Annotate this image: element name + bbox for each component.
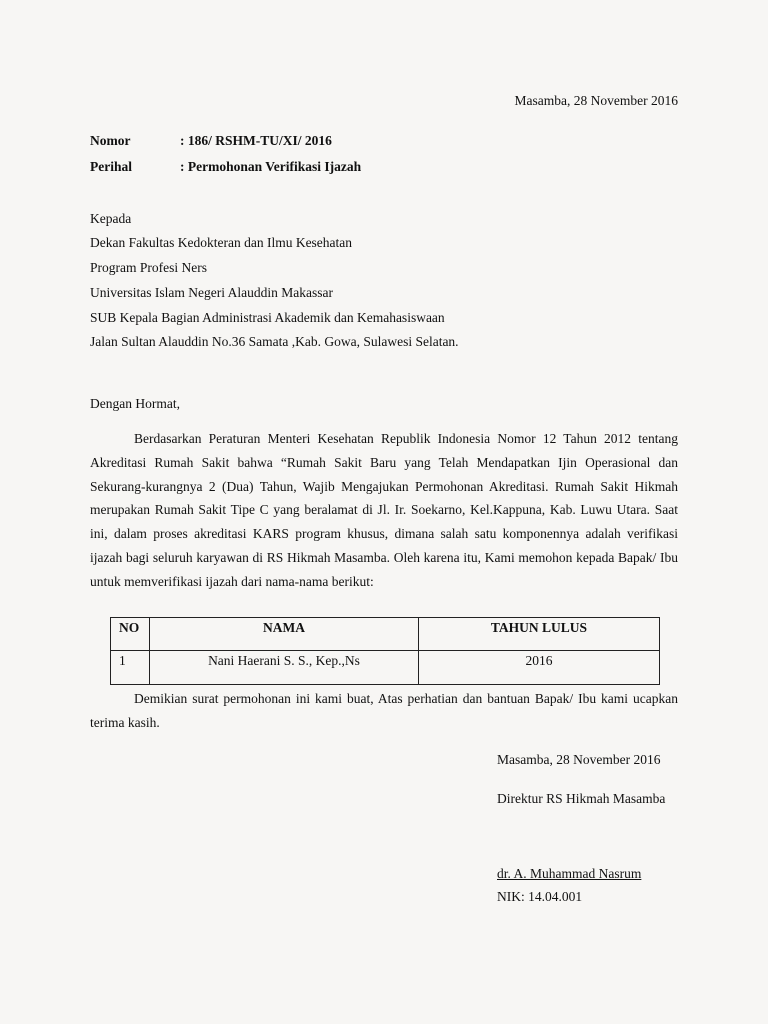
recipient-line: Universitas Islam Negeri Alauddin Makassar xyxy=(90,285,333,300)
signatory-nik: NIK: 14.04.001 xyxy=(497,889,583,904)
nomor-label: Nomor xyxy=(90,133,131,148)
cell-nama: Nani Haerani S. S., Kep.,Ns xyxy=(150,651,419,685)
nomor-value: : 186/ RSHM-TU/XI/ 2016 xyxy=(180,133,332,148)
signatory-name: dr. A. Muhammad Nasrum xyxy=(497,866,642,881)
recipient-line: Jalan Sultan Alauddin No.36 Samata ,Kab. Gowa, Sulawesi Selatan. xyxy=(90,334,459,349)
table-header-row xyxy=(111,618,660,651)
closing-paragraph xyxy=(90,687,678,735)
table-row xyxy=(111,651,660,685)
body-paragraph xyxy=(90,427,678,594)
header-no: NO xyxy=(111,618,150,651)
letter-date: Masamba, 28 November 2016 xyxy=(514,93,678,108)
body-paragraph-text: Berdasarkan Peraturan Menteri Kesehatan Republik Indonesia Nomor 12 Tahun 2012 tentang Akreditasi Rumah Sakit bahwa “Rumah Sakit Baru yang Telah Mendapatkan Ijin Operasional dan Sekurang-kurangnya 2 (Dua) Tahun, Wajib Mengajukan Permohonan Akreditasi. Rumah Sakit Hikmah merupakan Rumah Sakit Tipe C yang beralamat di Jl. Ir. Soekarno, Kel.Kappuna, Kab. Luwu Utara. Saat ini, dalam proses akreditasi KARS program khusus, dimana salah satu komponennya adalah verifikasi ijazah bagi seluruh karyawan di RS Hikmah Masamba. Oleh karena itu, Kami memohon kepada Bapak/ Ibu untuk memverifikasi ijazah dari nama-nama berikut: xyxy=(90,431,678,589)
recipient-line: Dekan Fakultas Kedokteran dan Ilmu Kesehatan xyxy=(90,235,353,250)
header-nama: NAMA xyxy=(150,618,419,651)
cell-tahun-lulus: 2016 xyxy=(419,651,660,685)
closing-paragraph-text: Demikian surat permohonan ini kami buat, Atas perhatian dan bantuan Bapak/ Ibu kami ucapkan terima kasih. xyxy=(90,691,678,730)
graduate-table xyxy=(110,617,660,685)
recipient-line: Kepada xyxy=(90,211,132,226)
cell-no: 1 xyxy=(111,651,150,685)
recipient-line: Program Profesi Ners xyxy=(90,260,207,275)
header-tahun-lulus: TAHUN LULUS xyxy=(419,618,660,651)
signature-position: Direktur RS Hikmah Masamba xyxy=(497,791,666,806)
signature-date: Masamba, 28 November 2016 xyxy=(497,752,661,767)
salutation: Dengan Hormat, xyxy=(90,396,180,411)
recipient-line: SUB Kepala Bagian Administrasi Akademik dan Kemahasiswaan xyxy=(90,310,445,325)
perihal-value: : Permohonan Verifikasi Ijazah xyxy=(180,159,362,174)
perihal-label: Perihal xyxy=(90,159,132,174)
